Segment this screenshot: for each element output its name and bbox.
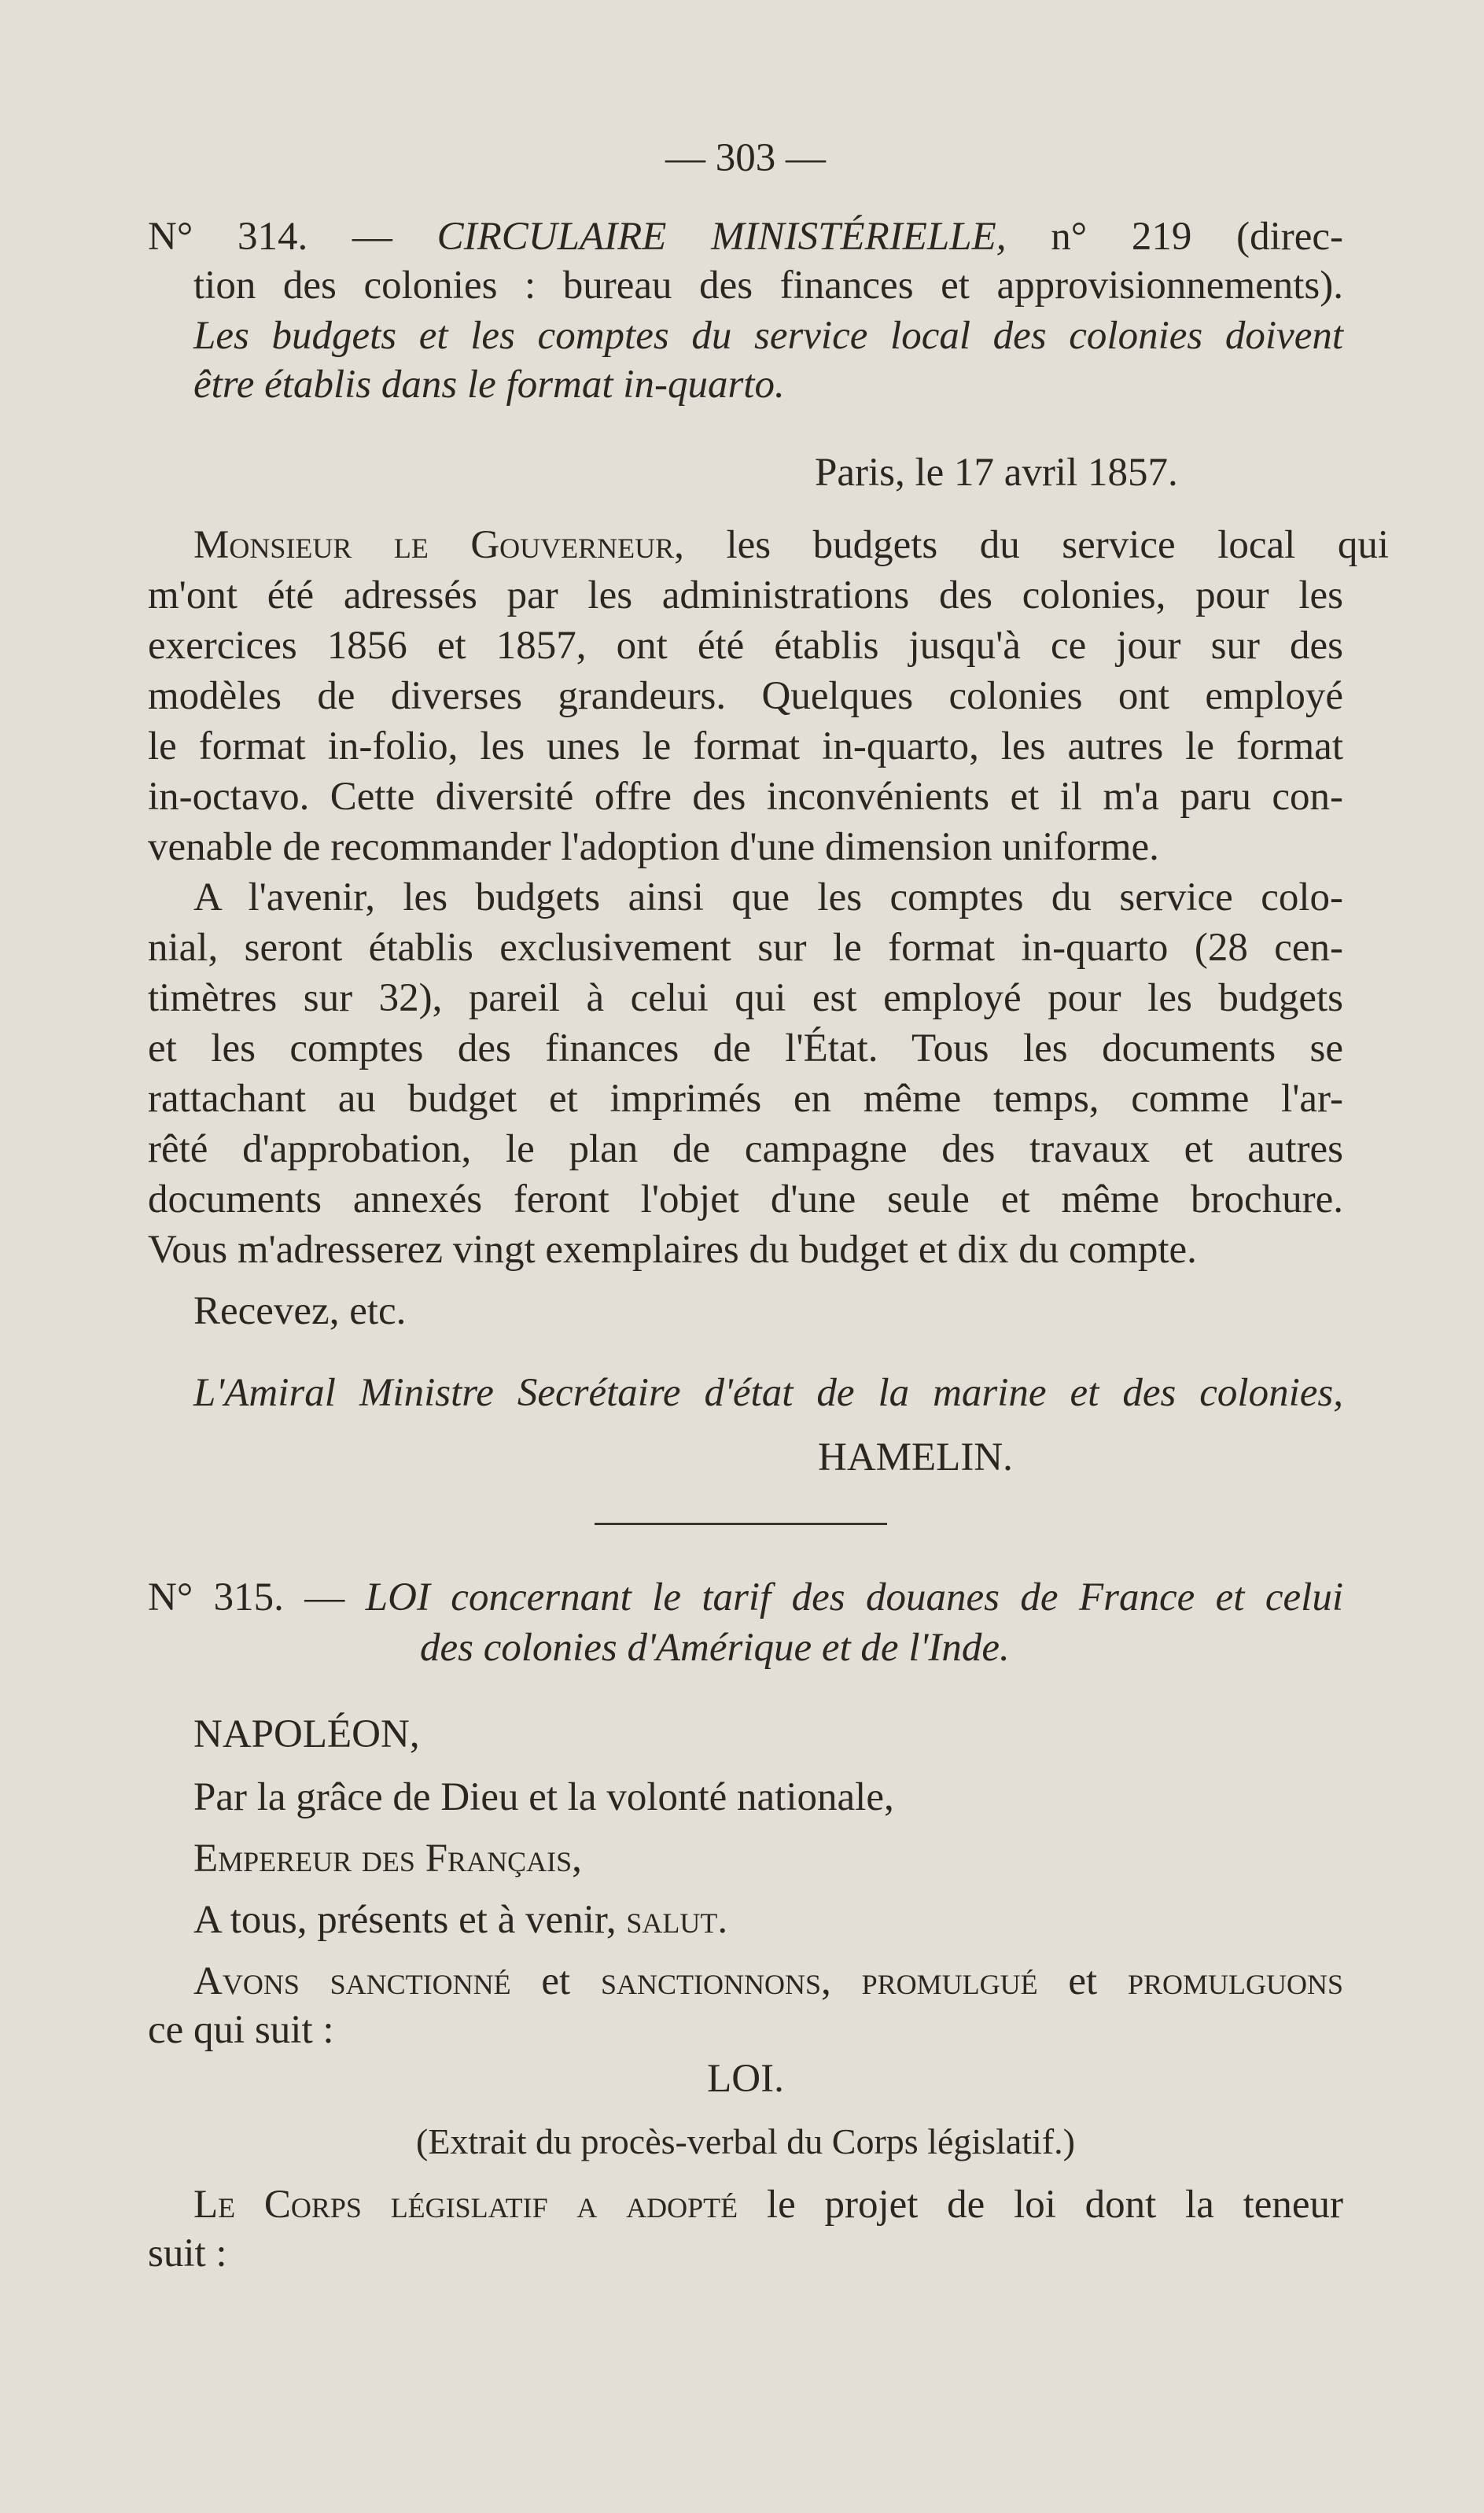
- corps-line-text: le projet de loi dont la teneur: [738, 2183, 1344, 2227]
- emperor-title: Empereur des Français,: [193, 1837, 582, 1881]
- signatory-title: L'Amiral Ministre Secrétaire d'état de la marine et des colonies,: [193, 1371, 1343, 1415]
- all-present-line: [148, 1896, 1389, 1944]
- sanction-line2: ce qui suit :: [148, 2008, 334, 2052]
- article-315-number: N° 315. —: [148, 1575, 366, 1619]
- body-line-1-text: les budgets du service local qui: [683, 523, 1389, 567]
- body-line-2: m'ont été adressés par les administrations des colonies, pour les: [148, 573, 1343, 617]
- law-heading: LOI.: [707, 2057, 784, 2101]
- place-date: Paris, le 17 avril 1857.: [815, 451, 1178, 495]
- corps-line2: suit :: [148, 2231, 227, 2275]
- sanction-joiner-3: et: [1037, 1959, 1128, 2003]
- body-line-6: in-octavo. Cette diversité offre des inconvénients et il m'a paru con-: [148, 775, 1343, 819]
- sanction-joiner-2: ,: [821, 1959, 862, 2003]
- sanction-word-2: sanctionnons: [601, 1959, 822, 2003]
- sanction-joiner-1: et: [510, 1959, 601, 2003]
- body-line-10: timètres sur 32), pareil à celui qui est employé pour les budgets: [148, 976, 1343, 1020]
- article-314-heading-line2: tion des colonies : bureau des finances et approvisionnements).: [193, 263, 1343, 308]
- body-line-4: modèles de diverses grandeurs. Quelques colonies ont employé: [148, 674, 1343, 718]
- body-line-1: [148, 521, 1389, 569]
- extract-note: (Extrait du procès-verbal du Corps législatif.): [416, 2121, 1075, 2161]
- body-line-7: venable de recommander l'adoption d'une dimension uniforme.: [148, 825, 1159, 869]
- salut-word: salut.: [626, 1898, 728, 1942]
- body-line-9: nial, seront établis exclusivement sur le format in-quarto (28 cen-: [148, 926, 1343, 970]
- salutation: Monsieur le Gouverneur,: [193, 523, 684, 567]
- article-314-number: N° 314. —: [148, 215, 437, 259]
- sanction-word-4: promulguons: [1127, 1959, 1343, 2003]
- body-line-5: le format in-folio, les unes le format in-quarto, les autres le format: [148, 724, 1343, 768]
- body-line-13: rêté d'approbation, le plan de campagne des travaux et autres: [148, 1127, 1343, 1171]
- corps-legislatif: Le Corps législatif a adopté: [193, 2183, 738, 2227]
- article-314-type: CIRCULAIRE MINISTÉRIELLE,: [436, 215, 1007, 259]
- body-line-12: rattachant au budget et imprimés en même temps, comme l'ar-: [148, 1077, 1343, 1121]
- section-divider: [595, 1523, 887, 1525]
- body-line-15: Vous m'adresserez vingt exemplaires du budget et dix du compte.: [148, 1228, 1197, 1272]
- page-number: — 303 —: [665, 136, 826, 180]
- closing: Recevez, etc.: [193, 1289, 407, 1333]
- emperor-name: NAPOLÉON,: [193, 1712, 420, 1756]
- corps-line: [148, 2180, 1343, 2229]
- grace-line: Par la grâce de Dieu et la volonté nationale,: [193, 1775, 894, 1819]
- sanction-word-1: Avons sanctionné: [193, 1959, 511, 2003]
- all-present-text: A tous, présents et à venir,: [193, 1898, 627, 1942]
- body-line-3: exercices 1856 et 1857, ont été établis jusqu'à ce jour sur des: [148, 624, 1343, 668]
- body-line-14: documents annexés feront l'objet d'une seule et même brochure.: [148, 1177, 1343, 1221]
- article-315-title-line2: des colonies d'Amérique et de l'Inde.: [420, 1626, 1010, 1670]
- body-line-8: A l'avenir, les budgets ainsi que les comptes du service colo-: [193, 875, 1343, 919]
- article-314-summary-line2: être établis dans le format in-quarto.: [193, 363, 785, 407]
- article-315-title-line1: LOI concernant le tarif des douanes de France et celui: [365, 1575, 1343, 1619]
- sanction-word-3: promulgué: [861, 1959, 1038, 2003]
- sanction-line: [148, 1957, 1343, 2006]
- article-314-heading-rest: n° 219 (direc-: [1006, 215, 1343, 259]
- signatory-name: HAMELIN.: [818, 1435, 1013, 1479]
- article-315-heading: [148, 1573, 1343, 1622]
- body-line-11: et les comptes des finances de l'État. Tous les documents se: [148, 1026, 1343, 1070]
- article-314-heading: [148, 212, 1343, 261]
- article-314-summary-line1: Les budgets et les comptes du service local des colonies doivent: [193, 314, 1343, 358]
